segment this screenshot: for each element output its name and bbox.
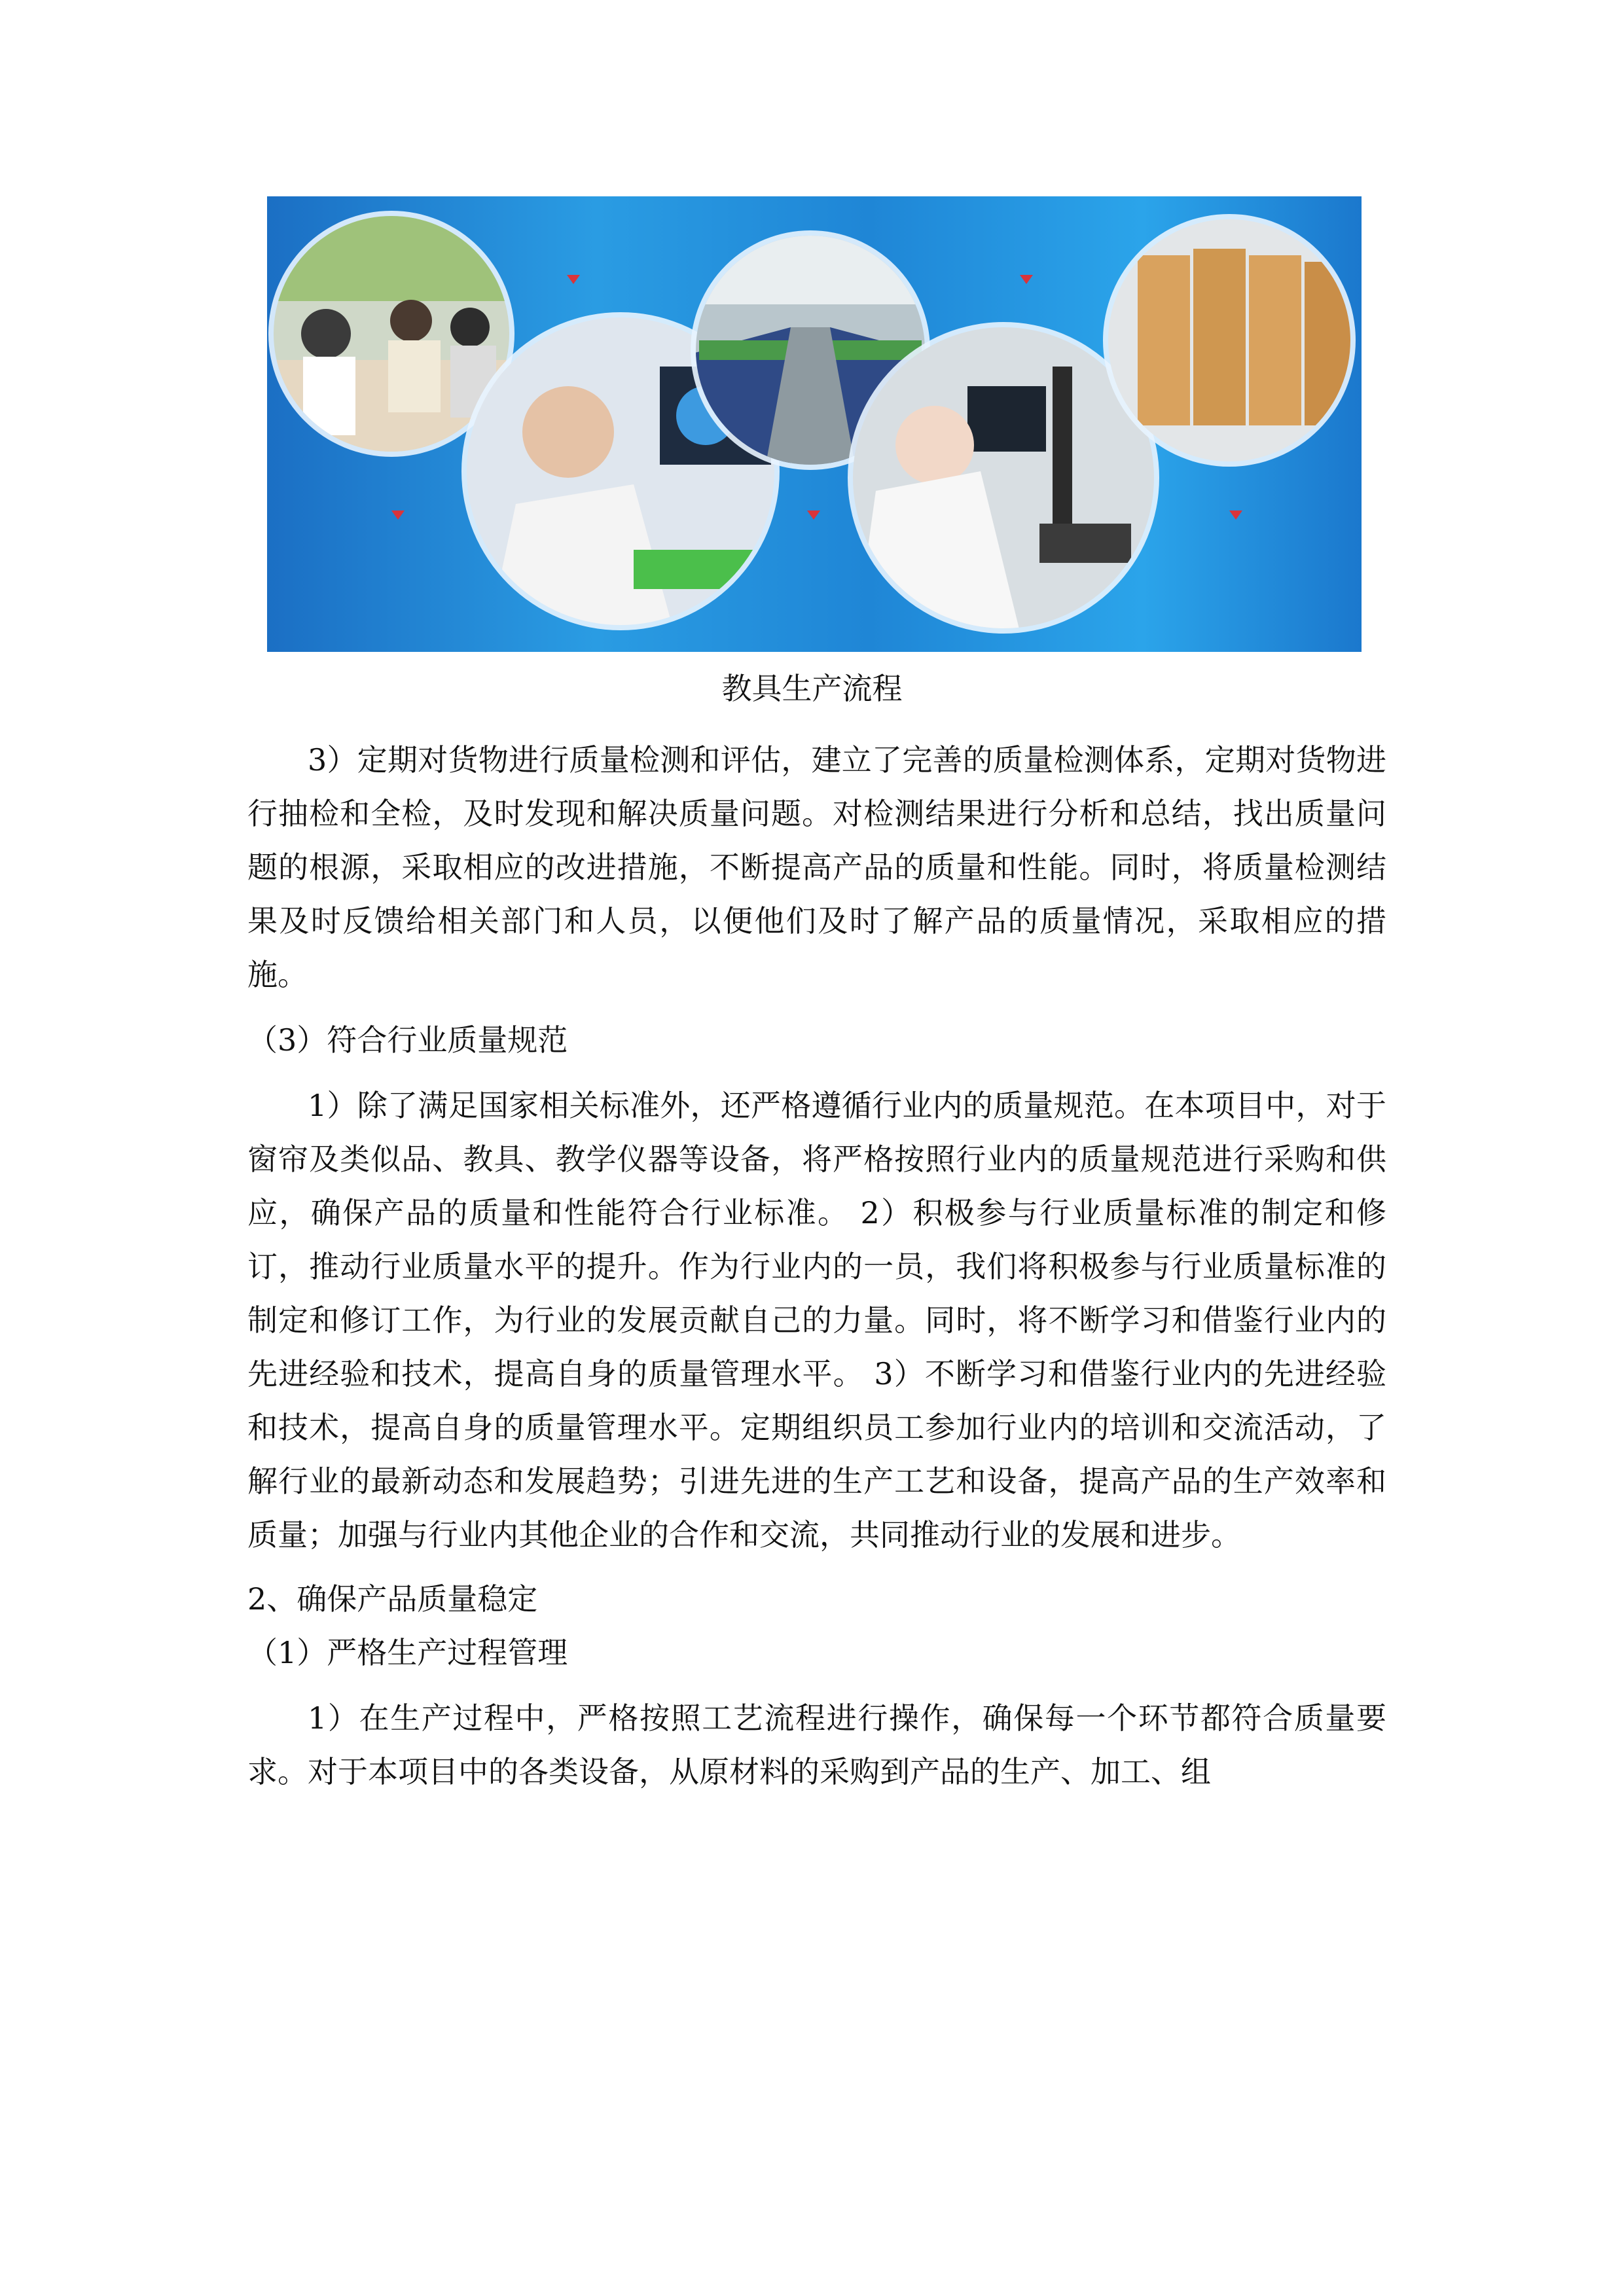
heading-stable-quality: 2、确保产品质量稳定 [247,1581,538,1617]
warehouse-boxes-photo [1103,214,1356,467]
paragraph-production-management: 1）在生产过程中，严格按照工艺流程进行操作，确保每一个环节都符合质量要求。对于本项目中的各类设备，从原材料的采购到产品的生产、加工、组 [247,1700,1386,1789]
heading-industry-standards: （3）符合行业质量规范 [247,1022,568,1058]
production-process-illustration [267,196,1362,652]
production-process-figure [267,196,1362,652]
paragraph-industry-standards: 1）除了满足国家相关标准外，还严格遵循行业内的质量规范。在本项目中，对于窗帘及类似品、教具、教学仪器等设备，将严格按照行业内的质量规范进行采购和供应，确保产品的质量和性能符合行业标准。 2）积极参与行业质量标准的制定和修订，推动行业质量水平的提升。作为行业内的一员，我们将积极参与行业质量标准的制定和修订工作，为行业的发展贡献自己的力量。同时，将不断学习和借鉴行业内的先进经验和技术，提高自身的质量管理水平。 3）不断学习和借鉴行业内的先进经验和技术，提高自身的质量管理水平。定期组织员工参加行业内的培训和交流活动，了解行业的最新动态和发展趋势；引进先进的生产工艺和设备，提高产品的生产效率和质量；加强与行业内其他企业的合作和交流，共同推动行业的发展和进步。 [247,1088,1386,1552]
heading-production-management: （1）严格生产过程管理 [247,1635,568,1670]
paragraph-quality-inspection: 3）定期对货物进行质量检测和评估，建立了完善的质量检测体系，定期对货物进行抽检和全检，及时发现和解决质量问题。对检测结果进行分析和总结，找出质量问题的根源，采取相应的改进措施，不断提高产品的质量和性能。同时，将质量检测结果及时反馈给相关部门和人员，以便他们及时了解产品的质量情况，采取相应的措施。 [247,742,1386,992]
body-text [247,733,1386,1799]
figure-caption: 教具生产流程 [721,671,903,706]
